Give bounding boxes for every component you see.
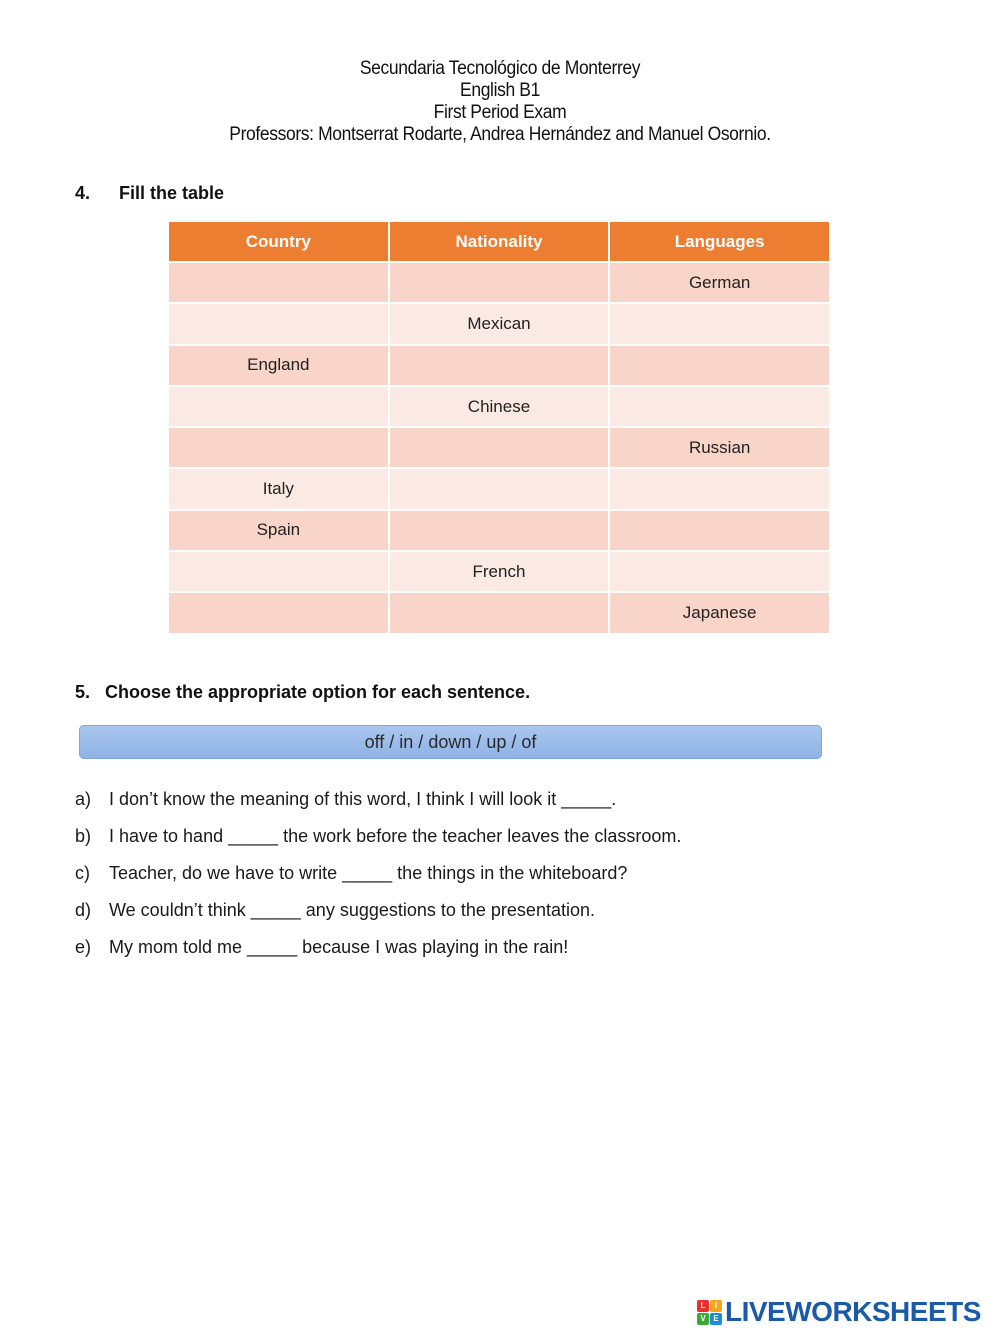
- table-cell: Spain: [168, 510, 389, 551]
- table-cell[interactable]: [168, 592, 389, 633]
- table-cell[interactable]: [168, 427, 389, 468]
- table-cell[interactable]: [168, 551, 389, 592]
- table-row: [168, 551, 830, 592]
- question-4-title: [75, 183, 224, 204]
- sentence-letter: a): [75, 789, 92, 809]
- question-5-text: Choose the appropriate option for each sentence.: [105, 682, 531, 702]
- table-row: [168, 510, 830, 551]
- list-item: [75, 826, 955, 863]
- table-cell[interactable]: [168, 262, 389, 303]
- table-cell[interactable]: [609, 468, 830, 509]
- table-cell: Italy: [168, 468, 389, 509]
- logo-text: LIVEWORKSHEETS: [725, 1296, 981, 1327]
- question-4-text: Fill the table: [119, 183, 225, 203]
- table-cell[interactable]: [609, 345, 830, 386]
- logo-letter-v: V: [697, 1313, 709, 1325]
- professors-line: Professors: Montserrat Rodarte, Andrea Hernández and Manuel Osornio.: [229, 124, 771, 145]
- list-item: [75, 900, 955, 937]
- question-5-number: 5.: [75, 682, 91, 702]
- sentence-letter: c): [75, 863, 90, 883]
- word-options-bar: off / in / down / up / of: [79, 725, 822, 759]
- logo-letter-i: I: [710, 1300, 722, 1312]
- table-cell: French: [389, 551, 610, 592]
- table-cell[interactable]: [168, 303, 389, 344]
- table-cell: Chinese: [389, 386, 610, 427]
- document-header: [0, 58, 1000, 146]
- question-4-number: 4.: [75, 183, 91, 203]
- table-row: [168, 427, 830, 468]
- exam-name: First Period Exam: [433, 102, 567, 123]
- table-row: [168, 303, 830, 344]
- column-header-nationality: Nationality: [389, 221, 610, 262]
- table-cell[interactable]: [389, 262, 610, 303]
- school-name: Secundaria Tecnológico de Monterrey: [359, 58, 641, 79]
- question-5-title: [75, 682, 530, 703]
- column-header-languages: Languages: [609, 221, 830, 262]
- logo-letter-e: E: [710, 1313, 722, 1325]
- table-cell: England: [168, 345, 389, 386]
- table-cell[interactable]: [609, 303, 830, 344]
- table-cell[interactable]: [168, 386, 389, 427]
- table-cell: German: [609, 262, 830, 303]
- countries-table: [167, 220, 831, 635]
- sentence-text[interactable]: Teacher, do we have to write _____ the things in the whiteboard?: [109, 863, 628, 883]
- table-cell[interactable]: [389, 427, 610, 468]
- table-cell[interactable]: [609, 386, 830, 427]
- table-cell[interactable]: [609, 510, 830, 551]
- table-row: [168, 345, 830, 386]
- sentence-text[interactable]: My mom told me _____ because I was playing in the rain!: [109, 937, 569, 957]
- table-header-row: [168, 221, 830, 262]
- sentence-text[interactable]: I don’t know the meaning of this word, I think I will look it _____.: [109, 789, 617, 809]
- sentence-text[interactable]: I have to hand _____ the work before the teacher leaves the classroom.: [109, 826, 682, 846]
- table-cell: Russian: [609, 427, 830, 468]
- table-cell: Mexican: [389, 303, 610, 344]
- sentence-list: [75, 789, 955, 974]
- table-cell[interactable]: [389, 345, 610, 386]
- table-cell: Japanese: [609, 592, 830, 633]
- column-header-country: Country: [168, 221, 389, 262]
- table-row: [168, 386, 830, 427]
- logo-icon: [697, 1300, 722, 1325]
- list-item: [75, 937, 955, 974]
- sentence-letter: e): [75, 937, 92, 957]
- list-item: [75, 789, 955, 826]
- course-name: English B1: [460, 80, 540, 101]
- table-row: [168, 468, 830, 509]
- sentence-letter: b): [75, 826, 92, 846]
- table-row: [168, 592, 830, 633]
- table-cell[interactable]: [609, 551, 830, 592]
- sentence-letter: d): [75, 900, 92, 920]
- list-item: [75, 863, 955, 900]
- table-cell[interactable]: [389, 592, 610, 633]
- logo-letter-l: L: [697, 1300, 709, 1312]
- sentence-text[interactable]: We couldn’t think _____ any suggestions to the presentation.: [109, 900, 595, 920]
- table-cell[interactable]: [389, 468, 610, 509]
- table-cell[interactable]: [389, 510, 610, 551]
- liveworksheets-logo: [697, 1297, 981, 1327]
- table-row: [168, 262, 830, 303]
